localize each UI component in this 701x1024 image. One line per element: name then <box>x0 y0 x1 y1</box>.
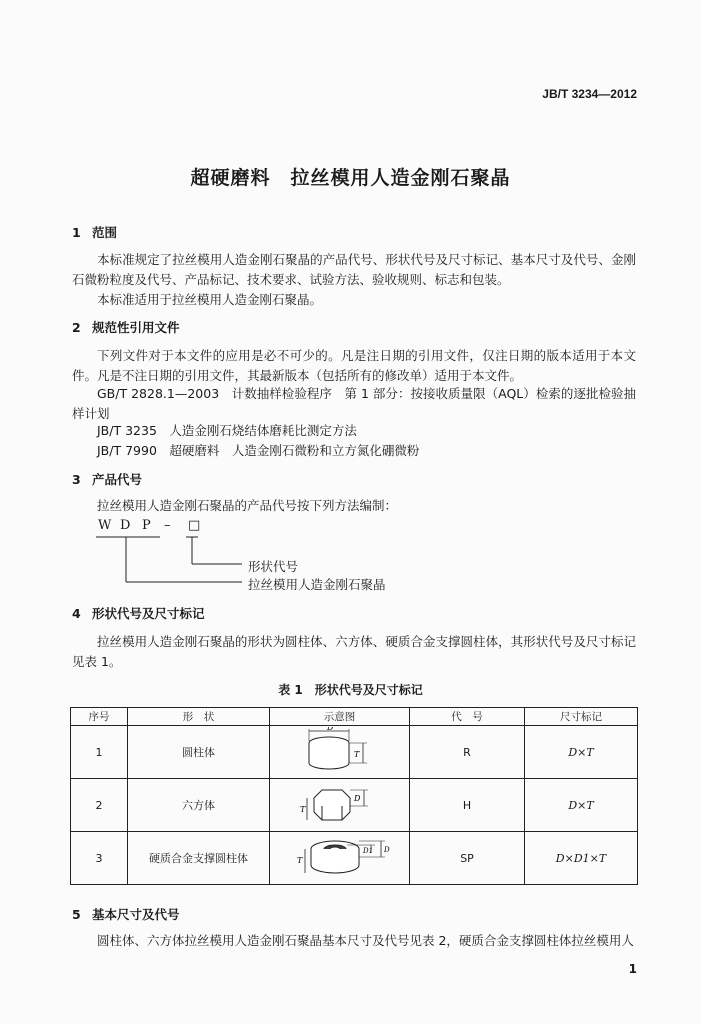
code-placeholder-box: □ <box>188 518 201 533</box>
cell-code: H <box>410 779 525 832</box>
hexagon-diagram <box>290 780 390 828</box>
section-4-para-1: 拉丝模用人造金刚石聚晶的形状为圆柱体、六方体、硬质合金支撑圆柱体，其形状代号及尺寸标记见表 1。 <box>72 634 636 669</box>
cell-code: R <box>410 726 525 779</box>
section-1-heading: 1 范围 <box>72 225 118 240</box>
table-1-caption: 表 1 形状代号及尺寸标记 <box>278 683 423 697</box>
col-header-no: 序号 <box>71 708 128 726</box>
cell-mark: D×D1×T <box>525 832 638 885</box>
table-1 <box>70 707 638 885</box>
cell-no: 3 <box>71 832 128 885</box>
table-row <box>71 832 638 885</box>
page-title: 超硬磨料 拉丝模用人造金刚石聚晶 <box>190 167 511 189</box>
section-2-para-1: 下列文件对于本文件的应用是必不可少的。凡是注日期的引用文件，仅注日期的版本适用于本文件。凡是不注日期的引用文件，其最新版本（包括所有的修改单）适用于本文件。 <box>72 348 636 383</box>
reference-2: JB/T 3235 人造金刚石烧结体磨耗比测定方法 <box>97 423 357 438</box>
cell-code: SP <box>410 832 525 885</box>
section-3-heading: 3 产品代号 <box>72 472 143 487</box>
dim-label-d: D <box>353 793 360 803</box>
code-connector-lines <box>90 536 260 594</box>
col-header-code: 代 号 <box>410 708 525 726</box>
section-1-para-1: 本标准规定了拉丝模用人造金刚石聚晶的产品代号、形状代号及尺寸标记、基本尺寸及代号、金刚石微粉粒度及代号、产品标记、技术要求、试验方法、验收规则、标志和包装。 <box>72 252 636 287</box>
supported-cylinder-diagram <box>285 833 395 881</box>
product-code <box>98 518 200 533</box>
table-row <box>71 726 638 779</box>
section-4-heading: 4 形状代号及尺寸标记 <box>72 606 205 621</box>
section-2-heading: 2 规范性引用文件 <box>72 320 180 335</box>
code-dash: – <box>164 518 171 533</box>
col-header-diagram: 示意图 <box>270 708 410 726</box>
cell-diagram <box>270 832 410 885</box>
dim-label-d: D <box>326 726 333 732</box>
section-5-para-1: 圆柱体、六方体拉丝模用人造金刚石聚晶基本尺寸及代号见表 2，硬质合金支撑圆柱体拉丝模用人 <box>97 933 634 948</box>
code-char-w: W <box>98 518 112 533</box>
cell-no: 2 <box>71 779 128 832</box>
cell-no: 1 <box>71 726 128 779</box>
code-char-d: D <box>120 518 131 533</box>
cell-mark: D×T <box>525 726 638 779</box>
reference-3: JB/T 7990 超硬磨料 人造金刚石微粉和立方氮化硼微粉 <box>97 443 420 458</box>
code-char-p: P <box>142 518 151 533</box>
col-header-mark: 尺寸标记 <box>525 708 638 726</box>
cell-mark: D×T <box>525 779 638 832</box>
cell-shape: 圆柱体 <box>128 726 270 779</box>
table-header-row <box>71 708 638 726</box>
dim-label-d: D <box>383 845 390 854</box>
page-number: 1 <box>628 962 637 976</box>
table-row <box>71 779 638 832</box>
cell-shape: 硬质合金支撑圆柱体 <box>128 832 270 885</box>
reference-1: GB/T 2828.1—2003 计数抽样检验程序 第 1 部分：按接收质量限（AQL）检索的逐批检验抽样计划 <box>72 386 636 421</box>
dim-label-t: T <box>353 749 359 759</box>
section-3-para-1: 拉丝模用人造金刚石聚晶的产品代号按下列方法编制： <box>97 498 398 513</box>
label-product: 拉丝模用人造金刚石聚晶 <box>248 577 386 592</box>
label-shape-code: 形状代号 <box>248 559 299 574</box>
dim-label-t: T <box>299 804 305 814</box>
section-1-para-2: 本标准适用于拉丝模用人造金刚石聚晶。 <box>97 292 323 307</box>
col-header-shape: 形 状 <box>128 708 270 726</box>
standard-number: JB/T 3234—2012 <box>542 87 637 101</box>
dim-label-t: T <box>296 855 302 865</box>
cell-shape: 六方体 <box>128 779 270 832</box>
dim-label-d1: D1 <box>362 846 373 855</box>
cylinder-diagram <box>295 727 385 775</box>
section-5-heading: 5 基本尺寸及代号 <box>72 907 180 922</box>
cell-diagram <box>270 726 410 779</box>
cell-diagram <box>270 779 410 832</box>
